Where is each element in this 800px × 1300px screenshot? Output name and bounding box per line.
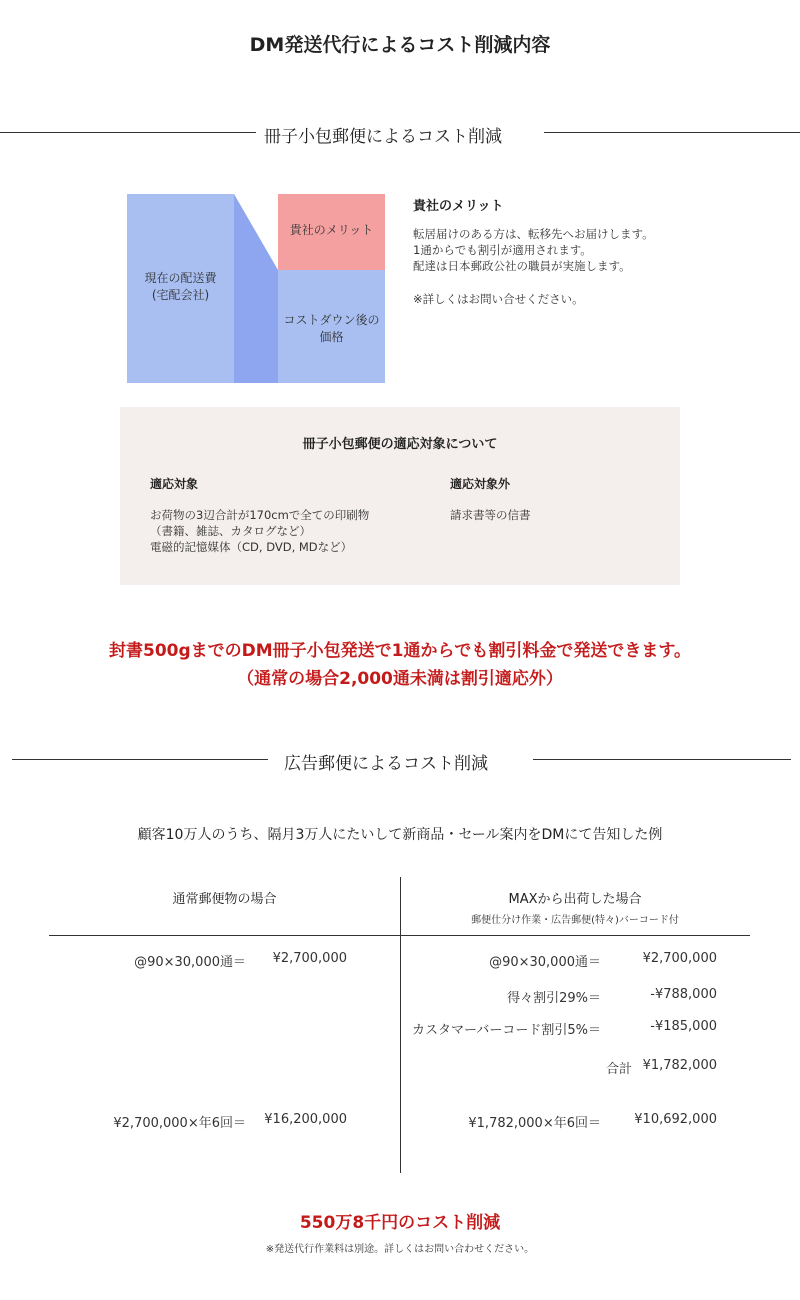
left-unit-value: ¥2,700,000 bbox=[272, 951, 347, 966]
left-unit-label: @90×30,000通＝ bbox=[134, 955, 246, 970]
excluded-heading: 適応対象外 bbox=[450, 477, 511, 491]
applicable-heading: 適応対象 bbox=[150, 477, 199, 491]
section-heading-label: 冊子小包郵便によるコスト削減 bbox=[264, 127, 502, 147]
right-unit-value: ¥2,700,000 bbox=[642, 951, 717, 966]
slope-shape bbox=[234, 194, 278, 383]
merit-description: 転居届けのある方は、転移先へお届けします。 1通からでも割引が適用されます。 配達は日本郵政公社の職員が実施します。 bbox=[413, 227, 654, 273]
applicable-body: お荷物の3辺合計が170cmで全ての印刷物 （書籍、雑誌、カタログなど） 電磁的記憶媒体（CD, DVD, MDなど） bbox=[150, 508, 370, 554]
heading-rule-left bbox=[12, 759, 268, 760]
total-value: ¥1,782,000 bbox=[642, 1058, 717, 1073]
current-cost-label: 現在の配送費 (宅配会社) bbox=[144, 271, 217, 302]
section-heading-booklet bbox=[0, 118, 800, 148]
right-column-subheader: 郵便仕分け作業・広告郵便(特々)バーコード付 bbox=[471, 915, 679, 926]
page-title: DM発送代行によるコスト削減内容 bbox=[249, 34, 551, 56]
reduced-cost-block bbox=[278, 270, 385, 383]
section-heading-label: 広告郵便によるコスト削減 bbox=[284, 754, 488, 774]
left-annual-value: ¥16,200,000 bbox=[264, 1112, 347, 1127]
excluded-body: 請求書等の信書 bbox=[450, 508, 531, 522]
discount-value: -¥788,000 bbox=[650, 987, 717, 1002]
left-column-header: 通常郵便物の場合 bbox=[172, 892, 277, 907]
example-description: 顧客10万人のうち、隔月3万人にたいして新商品・セール案内をDMにて告知した例 bbox=[137, 827, 663, 843]
merit-block-label: 貴社のメリット bbox=[289, 223, 374, 237]
footnote: ※発送代行作業料は別途。詳しくはお問い合わせください。 bbox=[265, 1244, 535, 1255]
right-unit-label: @90×30,000通＝ bbox=[489, 955, 601, 970]
heading-rule-right bbox=[544, 132, 800, 133]
right-annual-value: ¥10,692,000 bbox=[634, 1112, 717, 1127]
eligibility-box bbox=[120, 407, 680, 585]
highlight-message: 封書500gまでのDM冊子小包発送で1通からでも割引料金で発送できます。 bbox=[109, 641, 691, 661]
merit-note: ※詳しくはお問い合せください。 bbox=[413, 292, 584, 306]
highlight-submessage: （通常の場合2,000通未満は割引適応外） bbox=[237, 669, 563, 689]
right-column-header: MAXから出荷した場合 bbox=[508, 892, 642, 907]
heading-rule-right bbox=[533, 759, 791, 760]
reduced-cost-label: コストダウン後の 価格 bbox=[283, 313, 380, 344]
barcode-discount-label: カスタマーバーコード割引5%＝ bbox=[412, 1023, 601, 1038]
table-column-divider bbox=[400, 877, 401, 1173]
cost-reduction-slope bbox=[234, 194, 278, 383]
cost-saving-total: 550万8千円のコスト削減 bbox=[299, 1213, 501, 1233]
left-annual-label: ¥2,700,000×年6回＝ bbox=[113, 1116, 246, 1131]
eligibility-title: 冊子小包郵便の適応対象について bbox=[302, 437, 498, 452]
heading-rule-left bbox=[0, 132, 256, 133]
current-cost-block bbox=[127, 194, 234, 383]
barcode-discount-value: -¥185,000 bbox=[650, 1019, 717, 1034]
merit-title: 貴社のメリット bbox=[413, 199, 504, 214]
total-label: 合計 bbox=[605, 1062, 632, 1077]
merit-block bbox=[278, 194, 385, 270]
discount-label: 得々割引29%＝ bbox=[507, 991, 601, 1006]
right-annual-label: ¥1,782,000×年6回＝ bbox=[468, 1116, 601, 1131]
section-heading-ad-mail bbox=[0, 745, 800, 775]
